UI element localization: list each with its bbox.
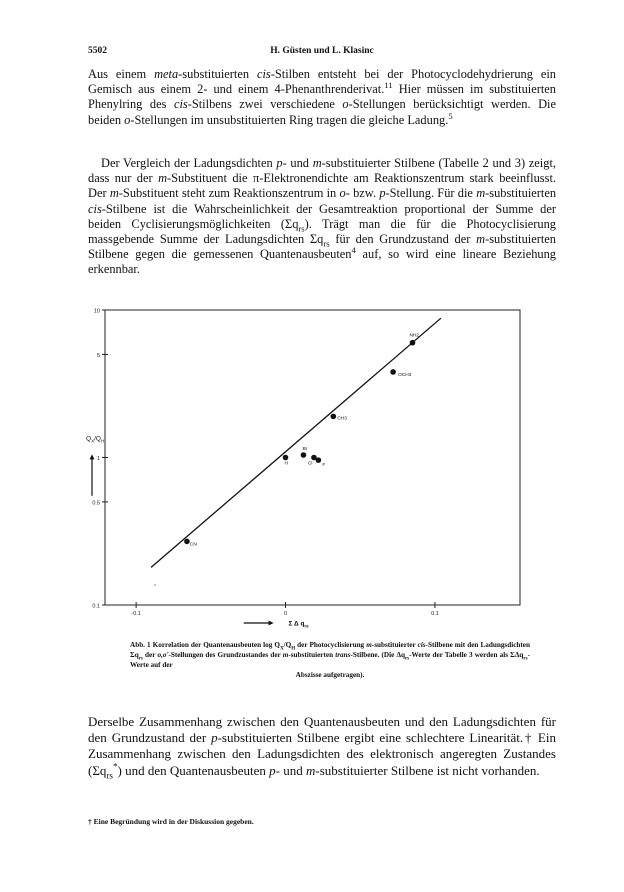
data-point — [184, 539, 190, 545]
page-header — [88, 46, 556, 60]
data-point — [390, 369, 396, 375]
data-point — [410, 340, 416, 346]
y-arrow-head — [90, 454, 95, 459]
point-label: OCH3 — [398, 372, 412, 378]
point-label: H — [284, 461, 288, 467]
y-axis-label: $Q_X/Q_H$ — [86, 435, 105, 444]
correlation-chart — [80, 300, 540, 629]
paragraph-1: Aus einem meta-substituierten cis-Stilben entsteht bei der Photocyclodehydrierung ein Gemisch aus einem 2- und einem 4-Phenanthrenderivat.$^{11}$ Hier müssen im substituierten Phenylring des cis-Stilbens zwei verschiedene o-Stellungen berücksichtigt werden. Die beiden o-Stellungen im unsubstituierten Ring tragen die gleiche Ladung.$^5$ — [88, 67, 557, 127]
data-point — [283, 455, 289, 461]
x-axis-label: Σ Δ $q_{rs}$ — [288, 620, 309, 629]
figure-caption: Abb. 1 Korrelation der Quantenausbeuten $\log Q_X/Q_H$ der Photocyclisierung m-substituierter cis-Stilbene mit den Ladungsdichten $\Sigma q_{rs}$ der o,o'-Stellungen des Grundzustandes der m-substituierten trans-Stilbene. (Die $\Delta q_{rs}$-Werte der Tabelle 3 werden als ΣΔq$_{rs}$-Werte auf der Abszisse aufgetragen). — [130, 641, 530, 679]
point-label: CH3 — [337, 416, 347, 422]
x-tick-label: 0.1 — [431, 611, 439, 617]
footnote: † Eine Begründung wird in der Diskussion gegeben. — [88, 817, 254, 826]
stray-mark: ° — [154, 584, 157, 591]
x-arrow-head — [269, 621, 274, 626]
x-tick-label: -0.1 — [131, 611, 141, 617]
x-tick-label: 0 — [283, 611, 288, 617]
point-label: Cl — [307, 461, 313, 467]
regression-line — [151, 318, 441, 567]
y-tick-label: 10 — [93, 308, 100, 315]
data-point — [331, 414, 337, 420]
y-tick-label: 0.1 — [92, 603, 100, 610]
page-number: 5502 — [88, 46, 107, 56]
data-point — [316, 457, 322, 463]
point-label: CN — [189, 542, 197, 548]
y-tick-label: 5 — [96, 352, 100, 359]
point-label: F — [322, 463, 326, 469]
paragraph-3: Derselbe Zusammenhang zwischen den Quantenausbeuten und den Ladungsdichten für den Grundzustand der p-substituierten Stilbene ergibt eine schlechtere Linearität.† Ein Zusammenhang zwischen den Ladungsdichten des elektronisch angeregten Zustandes $(\Sigma q_{rs}^*)$ und den Quantenausbeuten p- und m-substituierter Stilbene ist nicht vorhanden. — [88, 714, 556, 781]
y-tick-label: 0.5 — [92, 500, 100, 507]
data-point — [301, 452, 307, 458]
paragraph-2: Der Vergleich der Ladungsdichten p- und m-substituierter Stilbene (Tabelle 2 und 3) zeigt, dass nur der m-Substituent die π-Elektronendichte am Reaktionszentrum stark beeinflusst. Der m-Substituent steht zum Reaktionszentrum in o- bzw. p-Stellung. Für die m-substituierten cis-Stilbene ist die Wahrscheinlichkeit der Gesamtreaktion proportional der Summe der beiden Cyclisierungsmöglichkeiten $(\Sigma q_{rs})$. Trägt man die für die Photocyclisierung massgebende Summe der Ladungsdichten $\Sigma q_{rs}$ für den Grundzustand der m-substituierten Stilbene gegen die gemessenen Quantenausbeuten$^4$ auf, so wird eine lineare Beziehung erkennbar. — [88, 156, 557, 277]
point-label: Br — [302, 446, 308, 452]
point-label: NH2 — [409, 333, 420, 339]
y-tick-label: 1 — [96, 456, 100, 462]
running-title: H. Güsten und L. Klasinc — [270, 46, 374, 56]
